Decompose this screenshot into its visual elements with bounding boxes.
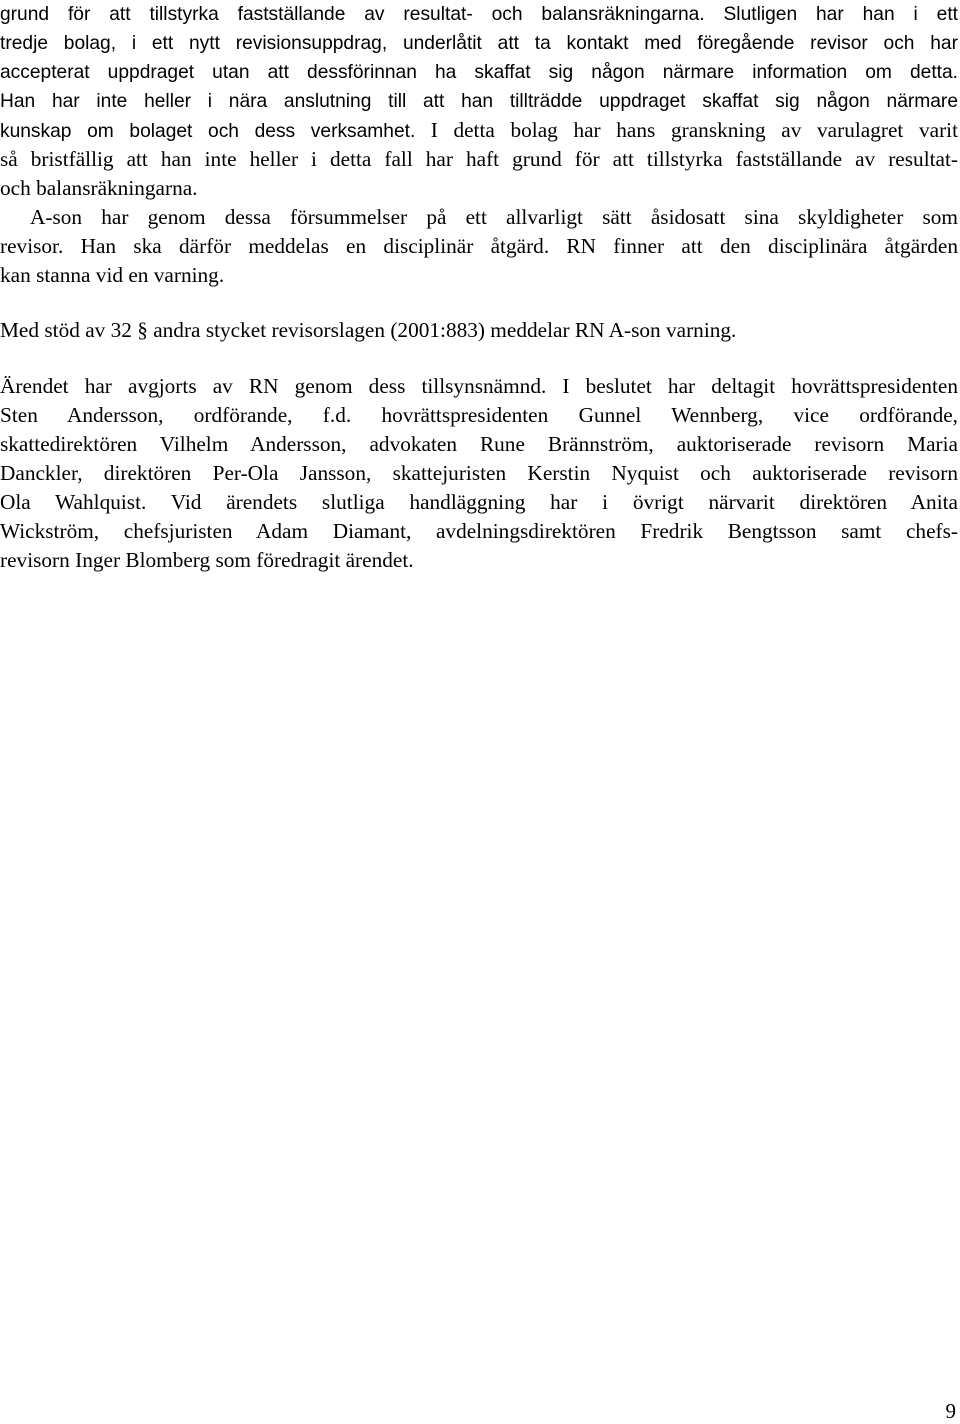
text-line: A-son har genom dessa försummelser på ett allvarligt sätt åsidosatt sina skyldigheter som xyxy=(30,205,958,229)
text-line: kan stanna vid en varning. xyxy=(0,263,225,287)
page-number: 9 xyxy=(945,1399,956,1423)
text-line: Sten Andersson, ordförande, f.d. hovrättspresidenten Gunnel Wennberg, vice ordförande, xyxy=(0,403,958,427)
text-line: accepterat uppdraget utan att dessförinnan ha skaffat sig någon närmare information om detta. xyxy=(0,62,958,83)
text-line: Ärendet har avgjorts av RN genom dess tillsynsnämnd. I beslutet har deltagit hovrättspresidenten xyxy=(0,374,958,398)
text-line: revisor. Han ska därför meddelas en disciplinär åtgärd. RN finner att den disciplinära åtgärden xyxy=(0,234,958,258)
text-line: revisorn Inger Blomberg som föredragit ärendet. xyxy=(0,548,414,572)
text-line-mixed xyxy=(0,116,958,145)
text-line: och balansräkningarna. xyxy=(0,176,198,200)
text-line: så bristfällig att han inte heller i detta fall har haft grund för att tillstyrka fastställande av resultat- xyxy=(0,147,958,171)
paragraph-decision xyxy=(0,316,958,345)
text-segment-sans: kunskap om bolaget och dess verksamhet. xyxy=(0,121,416,142)
paragraph-findings xyxy=(0,0,958,203)
text-line: skattedirektören Vilhelm Andersson, advokaten Rune Brännström, auktoriserade revisorn Maria xyxy=(0,432,958,456)
text-line: grund för att tillstyrka fastställande av resultat- och balansräkningarna. Slutligen har han i ett xyxy=(0,4,958,25)
text-line: Han har inte heller i nära anslutning till att han tillträdde uppdraget skaffat sig någon närmare xyxy=(0,91,958,112)
text-segment-serif: I detta bolag har hans granskning av varulagret varit xyxy=(430,118,958,142)
decision-line: Med stöd av 32 § andra stycket revisorslagen (2001:883) meddelar RN A-son varning. xyxy=(0,318,737,342)
text-line: tredje bolag, i ett nytt revisionsuppdrag, underlåtit att ta kontakt med föregående revisor och har xyxy=(0,33,958,54)
paragraph-participants xyxy=(0,372,958,575)
text-line: Danckler, direktören Per-Ola Jansson, skattejuristen Kerstin Nyquist och auktoriserade revisorn xyxy=(0,461,958,485)
paragraph-assessment xyxy=(0,203,958,290)
text-line: Wickström, chefsjuristen Adam Diamant, avdelningsdirektören Fredrik Bengtsson samt chefs- xyxy=(0,519,958,543)
text-line: Ola Wahlquist. Vid ärendets slutliga handläggning har i övrigt närvarit direktören Anita xyxy=(0,490,958,514)
